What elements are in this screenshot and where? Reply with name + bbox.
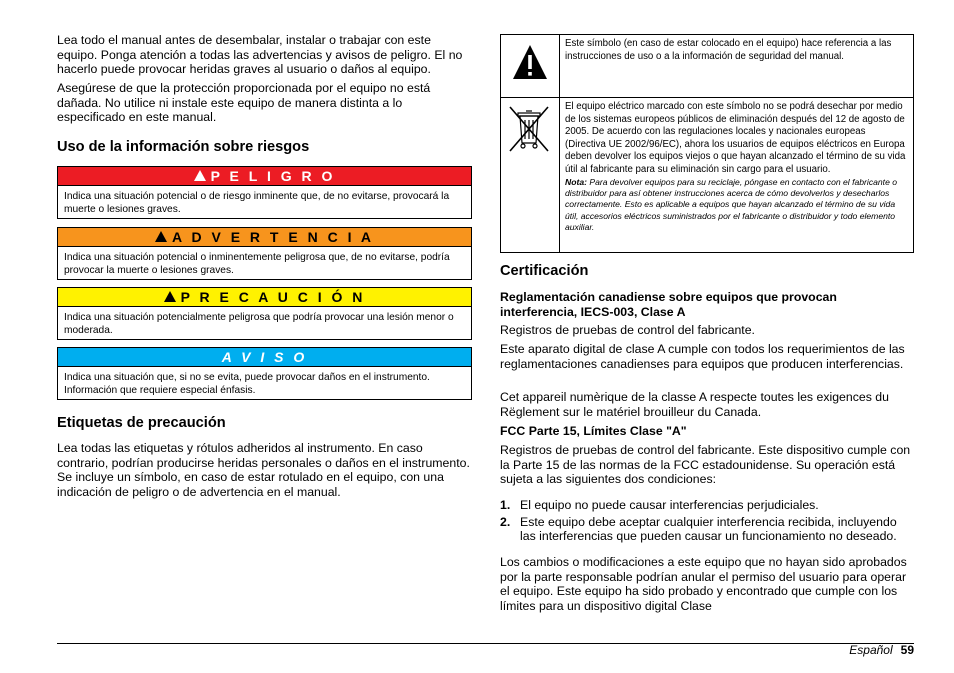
hazard-peligro-text: Indica una situación potencial o de riesgo inminente que, de no evitarse, provocará la muerte o lesiones graves. <box>57 186 472 219</box>
symbol-text-warning: Este símbolo (en caso de estar colocado en el equipo) hace referencia a las instrucciones de uso o a la información de seguridad del manual. <box>560 35 914 98</box>
weee-text: El equipo eléctrico marcado con este símbolo no se podrá desechar por medio de los sistemas europeos públicos de eliminación después del 12 de agosto de 2005. De acuerdo con las regulaciones locales y nacionales europeas (Directiva UE 2002/96/EC), ahora los usuarios de equipos eléctricos en Europa deben devolver los equipos viejos o que hayan alcanzado el término de su vida útil al fabricante para su eliminación sin cargo para el usuario. <box>565 101 906 175</box>
canada-paragraph-2: Este aparato digital de clase A cumple con todos los requerimientos de las reglamentaciones canadienses para equipos que producen interferencias. <box>500 342 905 371</box>
list-number: 1. <box>500 498 511 512</box>
hazard-precaucion-text: Indica una situación potencialmente peligrosa que podría provocar una lesión menor o moderada. <box>57 307 472 340</box>
hazard-advertencia-text: Indica una situación potencial o inminentemente peligrosa que, de no evitarse, podría provocar la muerte o lesiones graves. <box>57 247 472 280</box>
fcc-heading: FCC Parte 15, Límites Clase "A" <box>500 424 687 438</box>
hazard-label: P E L I G R O <box>210 168 336 184</box>
symbol-text-weee <box>560 98 914 253</box>
warning-triangle-icon <box>194 170 206 181</box>
hazard-heading: Uso de la información sobre riesgos <box>57 139 310 155</box>
hazard-advertencia-header <box>57 227 472 247</box>
fcc-paragraph-1: Registros de pruebas de control del fabricante. Este dispositivo cumple con la Parte 15 de las normas de la FCC estadounidense. Su operación está sujeta a las siguientes dos condiciones: <box>500 443 911 487</box>
page-footer <box>849 643 914 657</box>
hazard-label: A V I S O <box>221 349 308 365</box>
hazard-peligro-header <box>57 166 472 186</box>
labels-heading: Etiquetas de precaución <box>57 415 226 431</box>
hazard-aviso-text: Indica una situación que, si no se evita, puede provocar daños en el instrumento. Información que requiere especial énfasis. <box>57 367 472 400</box>
weee-note <box>565 177 908 234</box>
list-text: El equipo no puede causar interferencias perjudiciales. <box>520 498 819 512</box>
list-item <box>500 498 914 513</box>
note-text: Para devolver equipos para su reciclaje, póngase en contacto con el fabricante o distribuidor para así obtener instrucciones acerca de cómo devolverlos y desecharlos correctamente. Esto es aplicable a equipos que hayan alcanzado el término de su vida útil, accesorios eléctricos suministrados por el fabricante o distribuidor y todo elemento auxiliar. <box>565 176 898 233</box>
hazard-label: A D V E R T E N C I A <box>172 229 374 245</box>
list-text: Este equipo debe aceptar cualquier interferencia recibida, incluyendo las interferencias que pueden causar un funcionamiento no deseado. <box>520 514 897 544</box>
footer-language: Español <box>849 643 893 657</box>
canada-paragraph-3: Cet appareil numèrique de la classe A respecte toutes les exigences du Rëglement sur le matériel brouilleur du Canada. <box>500 390 889 419</box>
list-item <box>500 515 914 544</box>
labels-paragraph: Lea todas las etiquetas y rótulos adheridos al instrumento. En caso contrario, podrían producirse heridas personales o daños en el instrumento. Se incluye un símbolo, en caso de estar rotulado en el equipo, con una indicación de peligro o de advertencia en el manual. <box>57 441 470 499</box>
intro-paragraph-2: Asegúrese de que la protección proporcionada por el equipo no está dañada. No utilice ni instale este equipo de manera distinta a lo especificado en este manual. <box>57 81 431 125</box>
canada-paragraph-1: Registros de pruebas de control del fabricante. <box>500 323 755 337</box>
list-number: 2. <box>500 514 511 529</box>
warning-triangle-icon <box>164 291 176 302</box>
hazard-precaucion-header <box>57 287 472 307</box>
symbol-table <box>500 34 914 253</box>
symbol-cell <box>501 35 560 98</box>
hazard-label: P R E C A U C I Ó N <box>180 289 366 305</box>
fcc-paragraph-2: Los cambios o modificaciones a este equipo que no hayan sido aprobados por la parte responsable podrían anular el permiso del usuario para operar el equipo. Este equipo ha sido probado y encontrado que cumple con los límites para un dispositivo digital Clase <box>500 555 907 613</box>
hazard-advertencia <box>57 227 472 280</box>
intro-paragraph-1: Lea todo el manual antes de desembalar, instalar o trabajar con este equipo. Ponga atención a todas las advertencias y avisos de peligro. El no hacerlo puede provocar heridas graves al usuario o daños al equipo. <box>57 33 463 77</box>
hazard-precaucion <box>57 287 472 340</box>
symbol-row-warning <box>501 35 914 98</box>
crossed-bin-icon <box>502 99 558 161</box>
symbol-cell <box>501 98 560 253</box>
page-number: 59 <box>900 643 914 657</box>
hazard-peligro <box>57 166 472 219</box>
cert-heading: Certificación <box>500 263 589 279</box>
hazard-aviso-header <box>57 347 472 367</box>
symbol-row-weee <box>501 98 914 253</box>
fcc-conditions-list <box>500 498 914 544</box>
footer-rule <box>57 643 914 644</box>
canada-heading: Reglamentación canadiense sobre equipos que provocan interferencia, IECS-003, Clase A <box>500 290 837 319</box>
warning-triangle-icon <box>502 36 558 91</box>
hazard-aviso <box>57 347 472 400</box>
warning-triangle-icon <box>155 231 167 242</box>
note-label: Nota: <box>565 176 587 187</box>
